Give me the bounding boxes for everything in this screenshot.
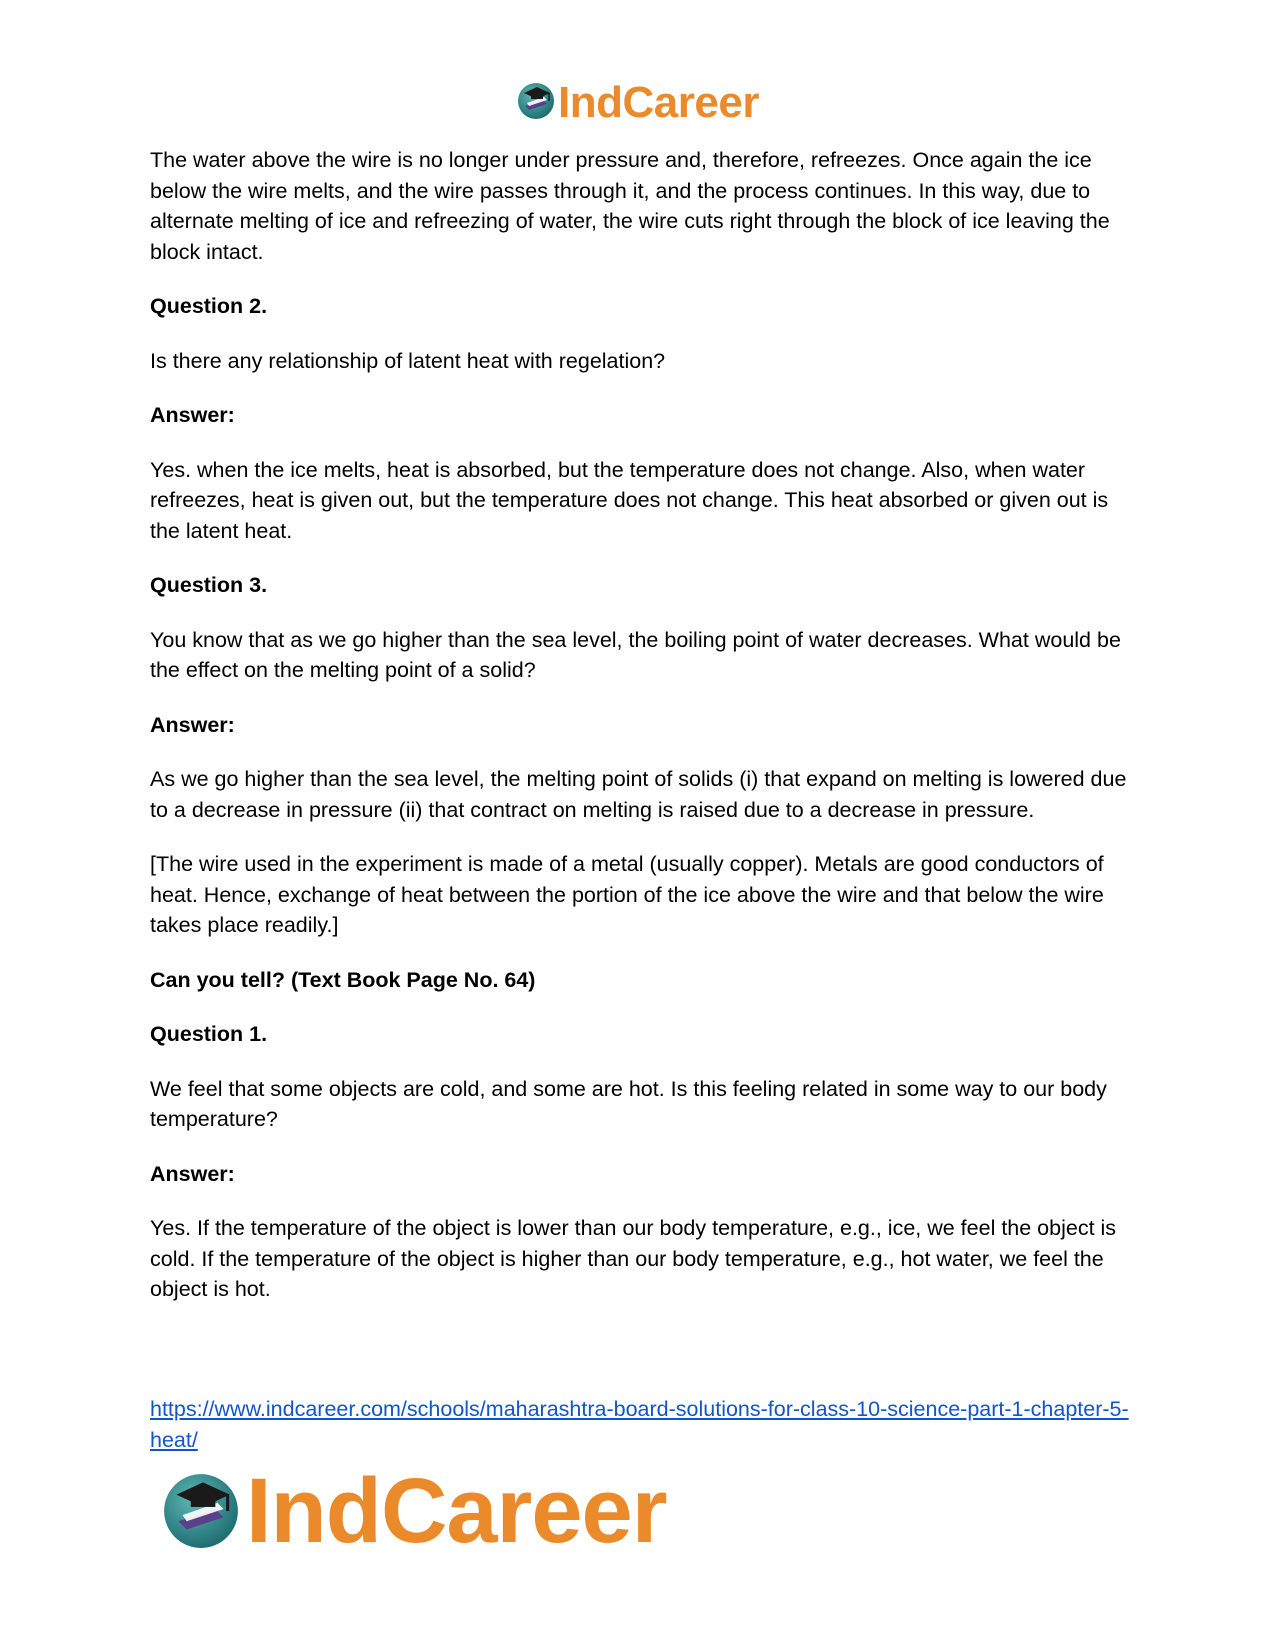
graduation-cap-book-globe-icon xyxy=(516,80,556,125)
question-3-text: You know that as we go higher than the sea level, the boiling point of water decreases. What would be the effect on the melting point of a solid? xyxy=(150,627,1121,682)
indcareer-logo-large xyxy=(160,1460,667,1562)
section-heading: Can you tell? (Text Book Page No. 64) xyxy=(150,967,536,992)
source-link-block xyxy=(150,1394,1140,1455)
footer-logo xyxy=(160,1460,667,1562)
question-3-answer: As we go higher than the sea level, the melting point of solids (i) that expand on melting is lowered due to a decrease in pressure (ii) that contract on melting is raised due to a decrease in pressure. xyxy=(150,767,1127,822)
paragraph-regelation-explanation: The water above the wire is no longer under pressure and, therefore, refreezes. Once again the ice below the wire melts, and the wire passes through it, and the process continues. In this way, due to alternate melting of ice and refreezing of water, the wire cuts right through the block of ice leaving the block intact. xyxy=(150,148,1110,264)
document-body xyxy=(150,145,1130,1329)
brand-name: IndCareer xyxy=(558,77,759,127)
question-1-heading: Question 1. xyxy=(150,1022,268,1046)
source-link[interactable]: https://www.indcareer.com/schools/maharashtra-board-solutions-for-class-10-science-part-1-chapter-5-heat/ xyxy=(150,1397,1129,1452)
question-2-heading: Question 2. xyxy=(150,294,268,318)
question-2-answer-label: Answer: xyxy=(150,403,235,427)
brand-name-large: IndCareer xyxy=(246,1460,667,1562)
question-1-answer-label: Answer: xyxy=(150,1161,235,1186)
question-1-text: We feel that some objects are cold, and some are hot. Is this feeling related in some way to our body temperature? xyxy=(150,1076,1107,1131)
question-3-answer-label: Answer: xyxy=(150,712,235,737)
header-logo-bar xyxy=(0,77,1275,127)
graduation-cap-book-globe-icon xyxy=(160,1468,242,1555)
question-3-note: [The wire used in the experiment is made of a metal (usually copper). Metals are good conductors of heat. Hence, exchange of heat between the portion of the ice above the wire and that below the wire takes place readily.] xyxy=(150,852,1104,937)
question-2-answer: Yes. when the ice melts, heat is absorbed, but the temperature does not change. Also, when water refreezes, heat is given out, but the temperature does not change. This heat absorbed or given out is the latent heat. xyxy=(150,457,1109,543)
question-3-heading: Question 3. xyxy=(150,573,268,597)
question-1-answer: Yes. If the temperature of the object is lower than our body temperature, e.g., ice, we feel the object is cold. If the temperature of the object is higher than our body temperature, e.g., hot water, we feel the object is hot. xyxy=(150,1216,1117,1301)
question-2-text: Is there any relationship of latent heat with regelation? xyxy=(150,348,666,373)
indcareer-logo xyxy=(516,77,759,127)
